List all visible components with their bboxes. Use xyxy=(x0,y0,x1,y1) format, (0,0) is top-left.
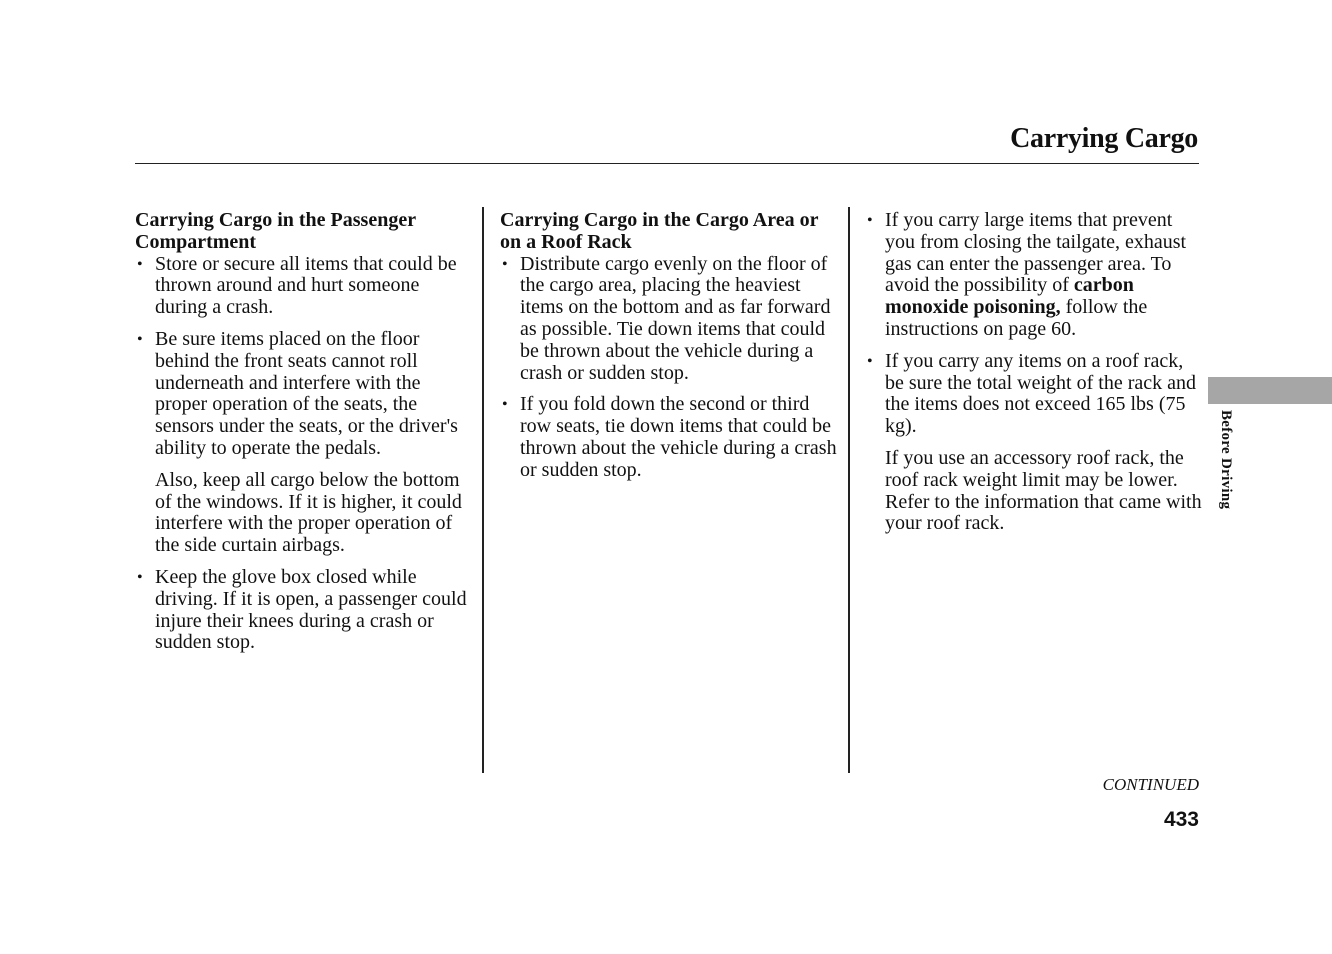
list-item-text: Store or secure all items that could be thrown around and hurt someone during a crash. xyxy=(155,252,457,319)
header-rule xyxy=(135,163,1199,164)
list-item-text: Keep the glove box closed while driving. If it is open, a passenger could injure their knees during a crash or sudden stop. xyxy=(155,565,467,654)
bullet-icon: • xyxy=(137,255,143,273)
page-title: Carrying Cargo xyxy=(1010,123,1198,154)
section-heading: Carrying Cargo in the Cargo Area or on a Roof Rack xyxy=(500,209,819,253)
list-item-text: If you carry any items on a roof rack, be sure the total weight of the rack and the items does not exceed 165 lbs (75 kg). xyxy=(885,349,1196,438)
bullet-icon: • xyxy=(137,330,143,348)
list-item-text: If you fold down the second or third row seats, tie down items that could be thrown about the vehicle during a crash or sudden stop. xyxy=(520,393,837,481)
list-item xyxy=(865,210,1205,341)
section-tab xyxy=(1208,377,1332,404)
column-divider xyxy=(848,207,850,773)
column-cargo-area xyxy=(500,210,840,492)
list-item-text: Be sure items placed on the floor behind the front seats cannot roll underneath and interfere with the proper operation of the seats, the sensors under the seats, or the driver's ability to operate the pedals. xyxy=(155,327,458,459)
page-number: 433 xyxy=(1163,808,1199,831)
list-item xyxy=(135,567,470,654)
continued-label: CONTINUED xyxy=(1102,775,1199,794)
paragraph: If you use an accessory roof rack, the roof rack weight limit may be lower. Refer to the information that came with your roof rack. xyxy=(885,446,1202,535)
list-item xyxy=(500,254,840,385)
bullet-icon: • xyxy=(502,255,508,273)
bullet-icon: • xyxy=(502,396,508,414)
column-divider xyxy=(482,207,484,773)
list-item-text: Distribute cargo evenly on the floor of the cargo area, placing the heaviest items on the bottom and as far forward as possible. Tie down items that could be thrown about the vehicle during a crash or sudden stop. xyxy=(520,252,831,384)
list-item xyxy=(135,254,470,319)
text-run: If you carry large items that prevent you from closing the tailgate, exhaust gas can enter the passenger area. To avoid the possibility of xyxy=(885,209,1187,297)
bullet-icon: • xyxy=(867,352,873,370)
list-item-text xyxy=(885,209,1186,340)
list-item xyxy=(135,329,470,460)
column-roof-rack xyxy=(865,210,1205,545)
text-run: follow the instructions on page 60. xyxy=(885,296,1148,340)
section-heading: Carrying Cargo in the Passenger Compartment xyxy=(135,209,416,253)
column-passenger-compartment xyxy=(135,210,470,664)
bullet-icon: • xyxy=(137,568,143,586)
bullet-icon: • xyxy=(867,212,873,229)
paragraph: Also, keep all cargo below the bottom of the windows. If it is higher, it could interfere with the proper operation of the side curtain airbags. xyxy=(155,468,462,557)
list-item xyxy=(500,394,840,481)
section-tab-label: Before Driving xyxy=(1218,410,1234,510)
list-item xyxy=(865,351,1205,438)
warning-emphasis: carbon monoxide poisoning, xyxy=(885,274,1134,319)
